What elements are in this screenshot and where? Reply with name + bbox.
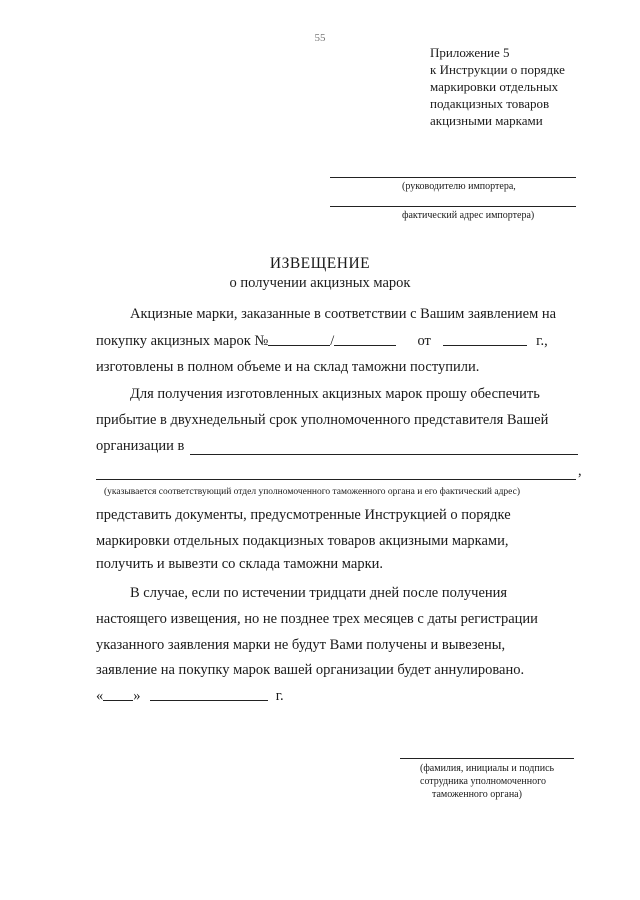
addressee-address-caption: фактический адрес импортера)	[402, 210, 535, 221]
appendix-line: к Инструкции о порядке	[430, 62, 565, 77]
paragraph1-line3: изготовлены в полном объеме и на склад таможни поступили.	[96, 359, 480, 375]
order-date-from-label: от	[417, 333, 431, 349]
customs-office-caption: (указывается соответствующий отдел уполномоченного таможенного органа и его фактический адрес)	[104, 487, 520, 497]
addressee-caption: (руководителю импортера,	[402, 181, 516, 192]
paragraph2-line3: организации в	[96, 438, 185, 454]
addressee-name-line	[330, 177, 576, 178]
paragraph2-line2: прибытие в двухнедельный срок уполномоченного представителя Вашей	[96, 412, 549, 428]
paragraph2-line1: Для получения изготовленных акцизных марок прошу обеспечить	[130, 386, 540, 402]
signature-caption-line3: таможенного органа)	[432, 789, 522, 800]
paragraph3-line2: настоящего извещения, но не позднее трех месяцев с даты регистрации	[96, 611, 538, 627]
signature-caption-line1: (фамилия, инициалы и подпись	[420, 763, 555, 774]
customs-office-blank-continued	[96, 479, 576, 480]
appendix-line: подакцизных товаров	[430, 96, 550, 111]
date-year-suffix: г.	[275, 688, 284, 704]
document-title: ИЗВЕЩЕНИЕ	[269, 255, 371, 272]
order-date-blank	[443, 344, 527, 346]
signature-caption-line2: сотрудника уполномоченного	[420, 776, 546, 787]
page-number: 55	[314, 32, 326, 44]
date-open-quote: «	[96, 688, 104, 704]
paragraph1-line2	[96, 333, 548, 350]
customs-office-blank	[190, 454, 578, 455]
addressee-address-line	[330, 206, 576, 207]
order-number-suffix-blank	[334, 344, 396, 346]
date-close-quote: »	[133, 688, 141, 704]
day-blank	[103, 699, 133, 701]
appendix-line: Приложение 5	[430, 45, 510, 60]
paragraph3-line1: В случае, если по истечении тридцати дней после получения	[130, 585, 508, 601]
line-end-comma: ,	[578, 463, 582, 479]
paragraph3-line4: заявление на покупку марок вашей организации будет аннулировано.	[96, 662, 525, 678]
date-line	[96, 688, 284, 705]
appendix-line: маркировки отдельных	[430, 79, 559, 94]
appendix-note	[430, 44, 565, 129]
month-year-blank	[150, 699, 268, 701]
order-number-blank	[268, 344, 330, 346]
appendix-line: акцизными марками	[430, 113, 543, 128]
year-suffix: г.,	[536, 333, 548, 349]
paragraph2-line6: получить и вывезти со склада таможни марки.	[96, 556, 383, 572]
paragraph2-line5: маркировки отдельных подакцизных товаров акцизными марками,	[96, 533, 509, 549]
order-number-slash: /	[330, 333, 335, 349]
paragraph1-line1: Акцизные марки, заказанные в соответствии с Вашим заявлением на	[130, 306, 557, 322]
paragraph2-line4: представить документы, предусмотренные Инструкцией о порядке	[96, 507, 511, 523]
signature-line	[400, 758, 574, 759]
paragraph3-line3: указанного заявления марки не будут Вами получены и вывезены,	[96, 637, 506, 653]
document-subtitle: о получении акцизных марок	[229, 275, 411, 291]
order-number-label: покупку акцизных марок №	[96, 333, 269, 349]
